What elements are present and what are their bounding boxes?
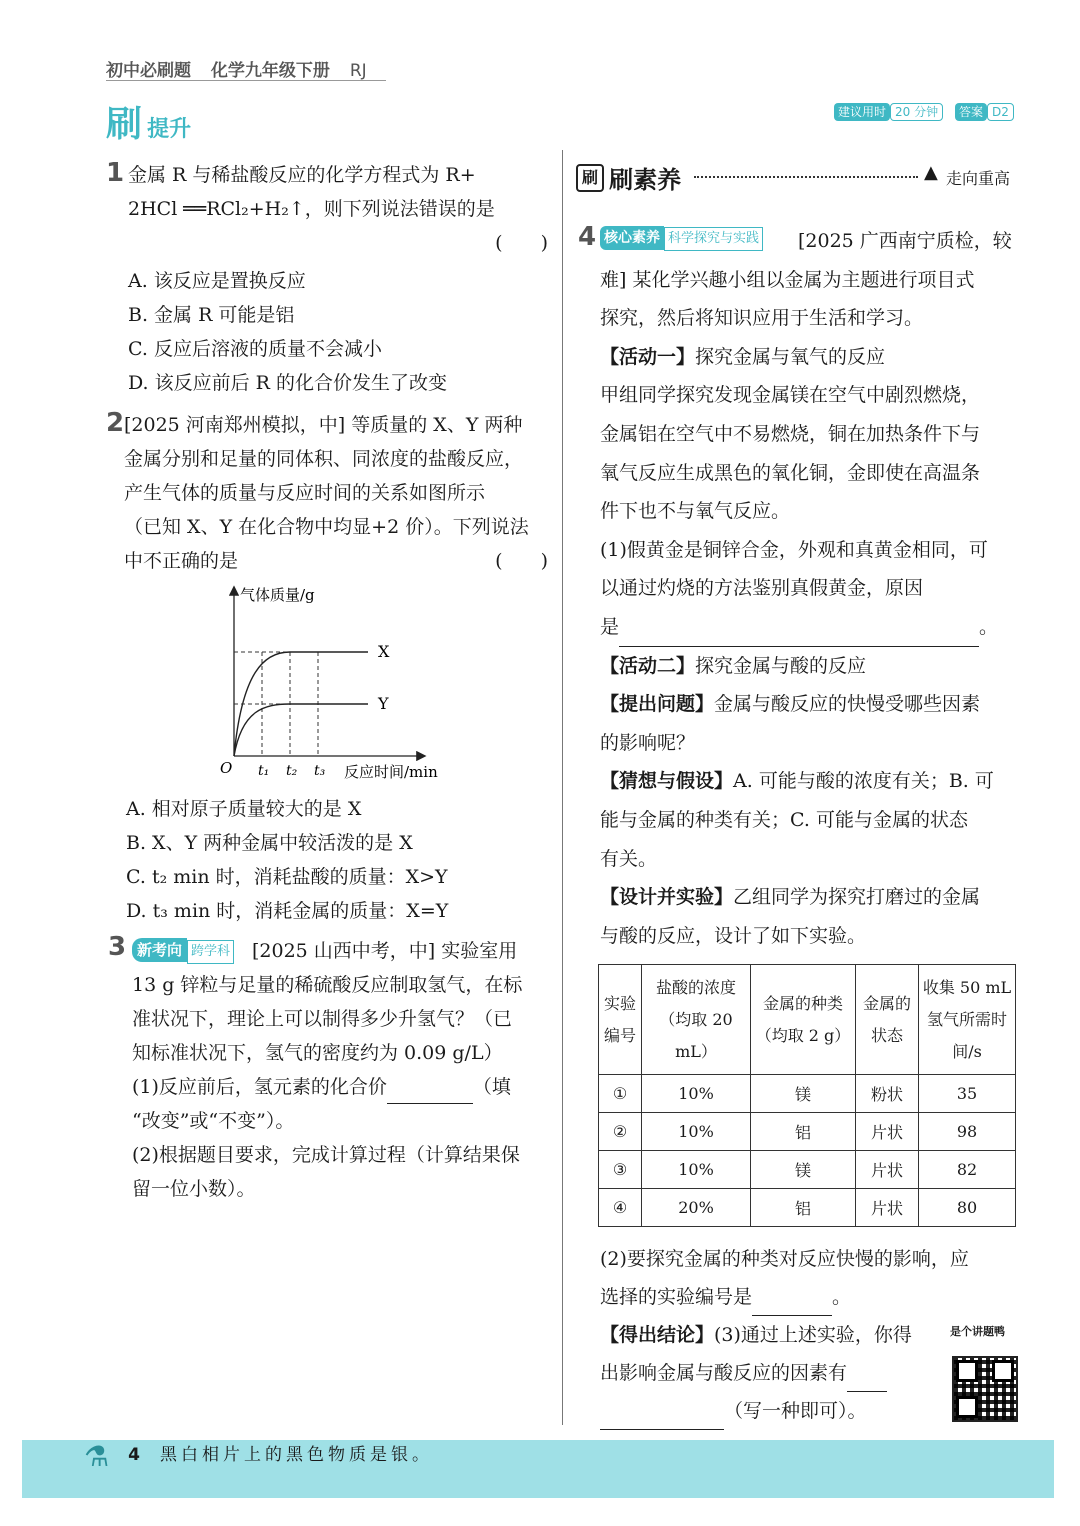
q3-sub1: (1)反应前后，氢元素的化合价 （填 [132,1070,548,1104]
qr-label: 是个讲题鸭 [950,1325,1005,1338]
badge-topic: 科学探究与实践 [664,227,763,251]
table-cell: ④ [599,1189,642,1227]
q1-option-b: B. 金属 R 可能是铝 [128,304,295,326]
right-section-header [576,160,1016,192]
conclusion-cont: 出影响金属与酸反应的因素有 [600,1354,940,1392]
table-header-row [599,965,1016,1075]
conclusion-end: （写一种即可）。 [600,1392,1016,1430]
flask-icon: ⚗ [84,1440,110,1473]
q2-chart [210,580,480,785]
q3-line: 知标准状况下，氢气的密度约为 0.09 g/L） [132,1042,503,1064]
table-cell: 10% [642,1113,751,1151]
q2-bracket: ( ) [495,550,548,572]
q3-number: 3 [108,932,127,962]
q3-sub1-cont: “改变”或“不变”）。 [132,1110,295,1132]
qr-finder [956,1360,978,1382]
q4-intro-2: 难] 某化学兴趣小组以金属为主题进行项目式 [600,268,975,291]
q3-sub2: (2)根据题目要求，完成计算过程（计算结果保 [132,1144,520,1166]
q4-sub3-blank-2[interactable] [600,1407,724,1430]
q2-line: 产生气体的质量与反应时间的关系如图所示 [124,482,486,504]
q2-line: （已知 X、Y 在化合物中均显+2 价）。下列说法 [124,516,529,538]
table-cell: 20% [642,1189,751,1227]
q1-options [128,264,447,400]
table-cell: 镁 [751,1151,856,1189]
raise-question-cont: 的影响呢？ [600,731,696,754]
q4-intro-1: [2025 广西南宁质检，较 [798,230,1012,252]
q3-stem [132,934,548,1206]
header-cell: 金属的状态 [856,965,919,1075]
header-cell: 金属的种类（均取 2 g） [751,965,856,1075]
table-row [599,1075,1016,1113]
right-section-title: 刷素养 [609,166,682,194]
hypothesis: 【猜想与假设】A. 可能与酸的浓度有关；B. 可 [600,770,994,793]
q4-sub3-blank-1[interactable] [847,1369,887,1392]
table-cell: 片状 [856,1189,919,1227]
badge-core: 核心素养 [600,226,664,250]
answer-label: 答案 [955,103,987,121]
y-axis-label: 气体质量/g [240,586,315,604]
q3-line: [2025 山西中考，中] 实验室用 [252,940,518,962]
conclusion: 【得出结论】(3)通过上述实验，你得 [600,1324,912,1346]
q4-sub1-answer: 是 。 [600,608,1016,647]
answer-page: D2 [987,103,1014,121]
header-rule [106,80,386,81]
q3-line: 13 g 锌粒与足量的稀硫酸反应制取氢气，在标 [132,974,523,996]
edition-label: RJ [349,61,367,81]
badge-cross: 跨学科 [187,940,234,964]
hypothesis-cont: 能与金属的种类有关；C. 可能与金属的状态 [600,808,968,831]
header-dotted-line [694,176,918,178]
qr-finder [992,1360,1014,1382]
q1-option-c: C. 反应后溶液的质量不会减小 [128,338,382,360]
q2-line: [2025 河南郑州模拟，中] 等质量的 X、Y 两种 [124,414,523,436]
q1-stem [128,158,548,260]
q1-bracket: ( ) [495,232,548,254]
header-cell: 收集 50 mL 氢气所需时间/s [919,965,1016,1075]
series-label-x: X [378,642,390,661]
q3-line: 准状况下，理论上可以制得多少升氢气？（已 [132,1008,513,1030]
q1-option-d: D. 该反应前后 R 的化合价发生了改变 [128,372,448,394]
table-cell: 35 [919,1075,1016,1113]
q2-line: 金属分别和足量的同体积、同浓度的盐酸反应， [124,448,524,470]
right-section-subtitle: 走向重高 [946,169,1011,188]
table-cell: ② [599,1113,642,1151]
activity-1: 【活动一】探究金属与氧气的反应 [600,345,886,368]
section-label: 提升 [147,117,192,142]
time-label: 建议用时 [834,103,890,121]
page-number: 4 [128,1445,140,1465]
experiment-table [598,964,1016,1227]
origin-label: O [220,759,233,777]
q2-last-line [124,544,548,578]
table-cell: ③ [599,1151,642,1189]
table-cell: 98 [919,1113,1016,1151]
qr-finder [956,1396,978,1418]
q1-number: 1 [106,158,125,188]
q1-option-a: A. 该反应是置换反应 [128,270,306,292]
q2-number: 2 [106,408,125,438]
table-cell: ① [599,1075,642,1113]
q3-answer-blank[interactable] [387,1081,473,1104]
raise-question: 【提出问题】金属与酸反应的快慢受哪些因素 [600,693,981,716]
q4-sub2-blank[interactable] [752,1293,832,1316]
column-divider [562,150,563,1425]
q4-sub2: (2)要探究金属的种类对反应快慢的影响，应 [600,1248,969,1270]
q4-sub2-answer: 选择的实验编号是 。 [600,1278,1016,1316]
design-experiment-cont: 与酸的反应，设计了如下实验。 [600,924,867,947]
act1-para: 金属铝在空气中不易燃烧，铜在加热条件下与 [600,422,981,445]
section-brush: 刷 [106,104,143,145]
book-title: 初中必刷题 [106,61,191,81]
table-cell: 铝 [751,1189,856,1227]
climb-icon: ▲ [924,162,938,183]
table-row [599,1189,1016,1227]
q4-intro-3: 探究，然后将知识应用于生活和学习。 [600,307,924,330]
q2-option-c: C. t₂ min 时，消耗盐酸的质量：X>Y [126,866,448,888]
q2-option-a: A. 相对原子质量较大的是 X [126,798,362,820]
book-header [106,56,367,81]
q2-options [126,792,448,928]
table-cell: 片状 [856,1151,919,1189]
badge-new: 新考向 [132,938,187,962]
hypothesis-cont: 有关。 [600,847,658,870]
brush-icon: 刷 [576,164,604,192]
q2-line: 中不正确的是 [124,550,239,572]
series-label-y: Y [378,694,389,713]
time-value: 20 分钟 [890,103,943,121]
table-cell: 10% [642,1151,751,1189]
q1-line1: 金属 R 与稀盐酸反应的化学方程式为 R+ [128,164,476,186]
table-cell: 铝 [751,1113,856,1151]
q3-sub2-cont: 留一位小数）。 [132,1178,256,1200]
table-cell: 镁 [751,1075,856,1113]
chart-marks [234,642,390,779]
time-answer-box [834,103,1014,121]
table-cell: 80 [919,1189,1016,1227]
table-cell: 82 [919,1151,1016,1189]
q2-option-b: B. X、Y 两种金属中较活泼的是 X [126,832,413,854]
table-cell: 片状 [856,1113,919,1151]
act1-para: 氧气反应生成黑色的氧化铜，金即使在高温条 [600,461,981,484]
x-axis-label: 反应时间/min [344,763,438,781]
section-title [106,96,191,147]
activity-2: 【活动二】探究金属与酸的反应 [600,654,867,677]
q4-sub1-blank[interactable] [619,624,979,647]
q2-option-d: D. t₃ min 时，消耗金属的质量：X=Y [126,900,449,922]
header-cell: 实验编号 [599,965,642,1075]
q4-body [600,222,1016,955]
x-tick-label: t₃ [314,763,326,779]
header-cell: 盐酸的浓度（均取 20 mL） [642,965,751,1075]
act1-para: 甲组同学探究发现金属镁在空气中剧烈燃烧， [600,384,981,407]
table-cell: 粉状 [856,1075,919,1113]
q2-stem [124,408,548,578]
design-experiment: 【设计并实验】乙组同学为探究打磨过的金属 [600,886,981,909]
table-cell: 10% [642,1075,751,1113]
q4-sub1: (1)假黄金是铜锌合金，外观和真黄金相同，可 [600,538,988,561]
table-row [599,1151,1016,1189]
subject-title: 化学九年级下册 [210,61,330,81]
series-line-y [234,704,368,756]
footer-tip: 黑白相片上的黑色物质是银。 [160,1445,433,1465]
q4-number: 4 [578,222,597,252]
x-tick-label: t₂ [286,763,298,779]
q1-line2: 2HCl ══RCl₂+H₂↑，则下列说法错误的是 [128,198,495,220]
act1-para: 件下也不与氧气反应。 [600,500,791,523]
qr-code[interactable] [952,1356,1018,1422]
q4-sub1: 以通过灼烧的方法鉴别真假黄金，原因 [600,577,924,600]
x-tick-label: t₁ [258,763,270,779]
table-row [599,1113,1016,1151]
